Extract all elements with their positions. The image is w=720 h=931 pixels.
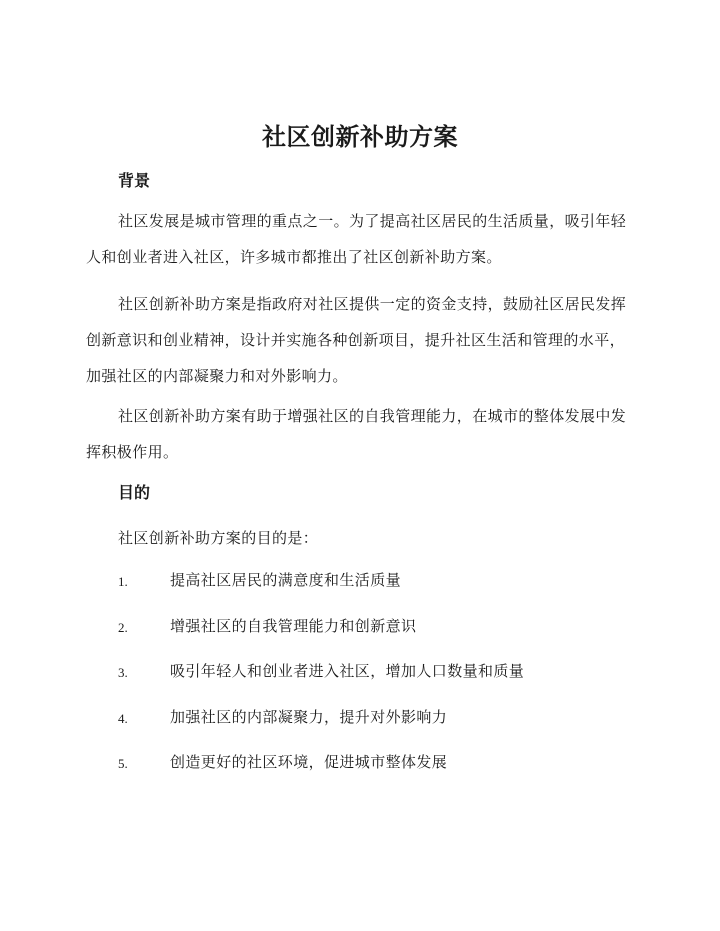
- list-item-text: 创造更好的社区环境，促进城市整体发展: [170, 753, 448, 771]
- list-item-number: 5.: [118, 756, 128, 771]
- document-title: 社区创新补助方案: [262, 123, 458, 151]
- list-item-text: 加强社区的内部凝聚力，提升对外影响力: [170, 707, 448, 726]
- background-paragraph-1: 社区发展是城市管理的重点之一。为了提高社区居民的生活质量，吸引年轻人和创业者进入社区，许多城市都推出了社区创新补助方案。: [86, 212, 627, 266]
- purpose-intro: 社区创新补助方案的目的是：: [118, 529, 319, 547]
- list-item-text: 提高社区居民的满意度和生活质量: [170, 571, 402, 589]
- purpose-heading: 目的: [118, 483, 151, 502]
- list-item-number: 4.: [118, 710, 128, 726]
- list-item: [0, 750, 720, 796]
- list-item-text: 增强社区的自我管理能力和创新意识: [170, 616, 417, 635]
- purpose-list: [0, 568, 720, 796]
- list-item-number: 1.: [118, 574, 128, 589]
- list-item: [0, 568, 720, 614]
- list-item-number: 2.: [118, 619, 128, 635]
- list-item-text: 吸引年轻人和创业者进入社区，增加人口数量和质量: [170, 662, 525, 680]
- list-item: [0, 614, 720, 660]
- list-item: [0, 659, 720, 705]
- background-paragraph-3: 社区创新补助方案有助于增强社区的自我管理能力，在城市的整体发展中发挥积极作用。: [86, 407, 627, 461]
- background-heading: 背景: [118, 171, 151, 190]
- list-item-number: 3.: [118, 665, 128, 680]
- list-item: [0, 705, 720, 751]
- background-paragraph-2: 社区创新补助方案是指政府对社区提供一定的资金支持，鼓励社区居民发挥创新意识和创业精神，设计并实施各种创新项目，提升社区生活和管理的水平，加强社区的内部凝聚力和对外影响力。: [86, 295, 627, 385]
